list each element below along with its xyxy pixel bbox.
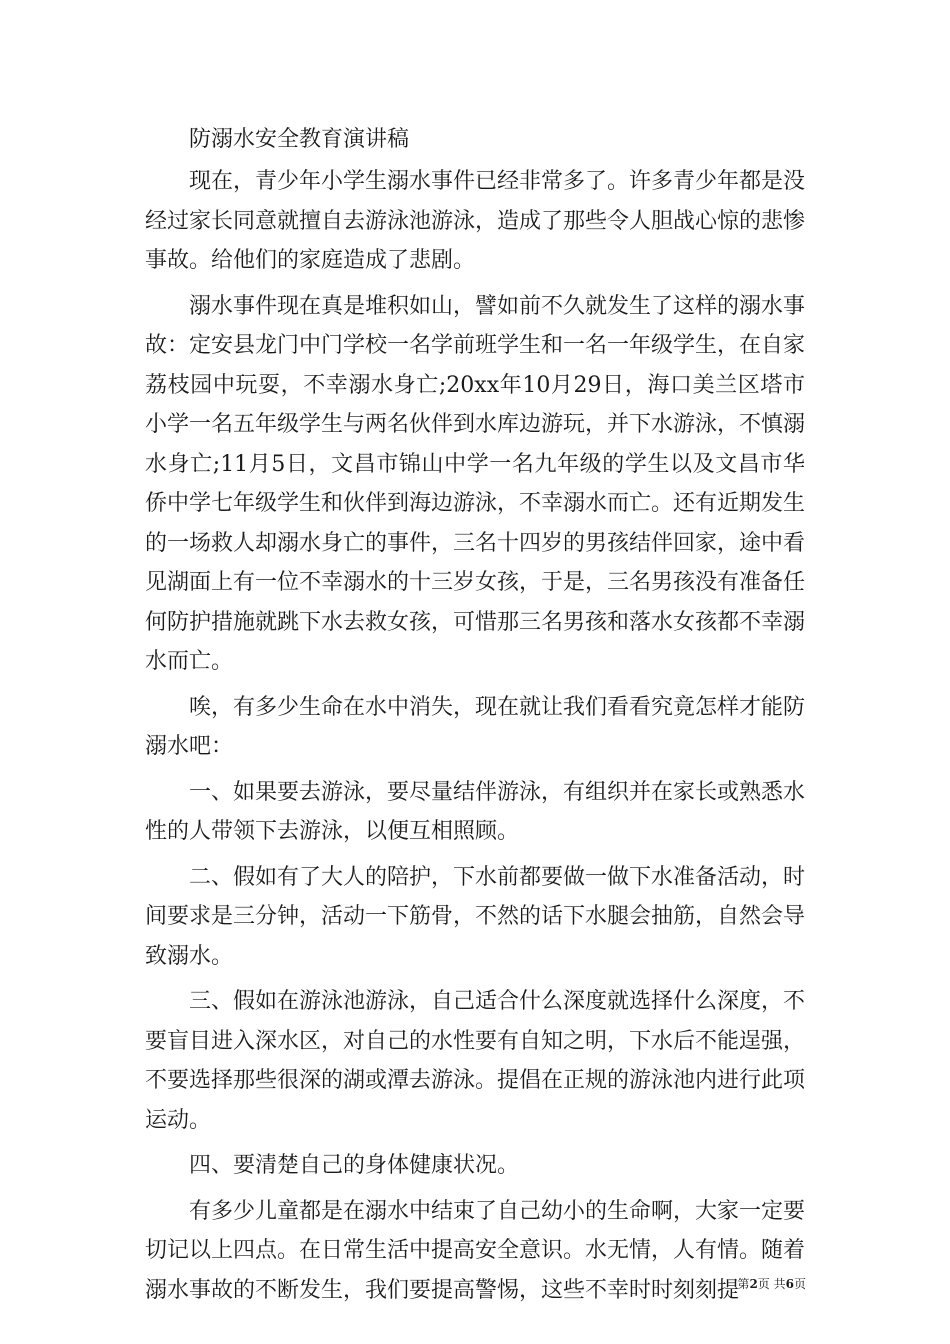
paragraph-4: 一、如果要去游泳，要尽量结伴游泳，有组织并在家长或熟悉水性的人带领下去游泳，以便互相照顾。 [145, 779, 806, 844]
paragraph-1: 现在，青少年小学生溺水事件已经非常多了。许多青少年都是没经过家长同意就擅自去游泳池游泳，造成了那些令人胆战心惊的悲惨事故。给他们的家庭造成了悲剧。 [145, 169, 806, 273]
paragraph-3: 唉，有多少生命在水中消失，现在就让我们看看究竟怎样才能防溺水吧： [145, 694, 806, 759]
footer-suffix: 页 [793, 1277, 806, 1291]
total-pages-number: 6 [785, 1277, 794, 1291]
footer-prefix: 第 [737, 1277, 750, 1291]
document-body [145, 118, 805, 1310]
document-title: 防溺水安全教育演讲稿 [189, 127, 410, 152]
paragraph-8: 有多少儿童都是在溺水中结束了自己幼小的生命啊，大家一定要切记以上四点。在日常生活中提高安全意识。水无情，人有情。随着溺水事故的不断发生，我们要提高警惕，这些不幸时时刻刻提 [145, 1198, 806, 1303]
paragraph-5: 二、假如有了大人的陪护，下水前都要做一做下水准备活动，时间要求是三分钟，活动一下筋骨，不然的话下水腿会抽筋，自然会导致溺水。 [145, 864, 806, 969]
page-number-footer [737, 1276, 806, 1292]
paragraph-6: 三、假如在游泳池游泳，自己适合什么深度就选择什么深度，不要盲目进入深水区，对自己的水性要有自知之明，下水后不能逞强，不要选择那些很深的湖或潭去游泳。提倡在正规的游泳池内进行此项运动。 [145, 989, 806, 1133]
footer-middle: 页 共 [757, 1277, 786, 1291]
paragraph-2: 溺水事件现在真是堆积如山，譬如前不久就发生了这样的溺水事故：定安县龙门中门学校一名学前班学生和一名一年级学生，在自家荔枝园中玩耍，不幸溺水身亡;20xx年10月29日，海口美兰区塔市小学一名五年级学生与两名伙伴到水库边游玩，并下水游泳，不慎溺水身亡;11月5日，文昌市锦山中学一名九年级的学生以及文昌市华侨中学七年级学生和伙伴到海边游泳，不幸溺水而亡。还有近期发生的一场救人却溺水身亡的事件，三名十四岁的男孩结伴回家，途中看见湖面上有一位不幸溺水的十三岁女孩，于是，三名男孩没有准备任何防护措施就跳下水去救女孩，可惜那三名男孩和落水女孩都不幸溺水而亡。 [145, 293, 806, 674]
paragraph-7: 四、要清楚自己的身体健康状况。 [189, 1153, 520, 1178]
current-page-number: 2 [749, 1277, 758, 1291]
